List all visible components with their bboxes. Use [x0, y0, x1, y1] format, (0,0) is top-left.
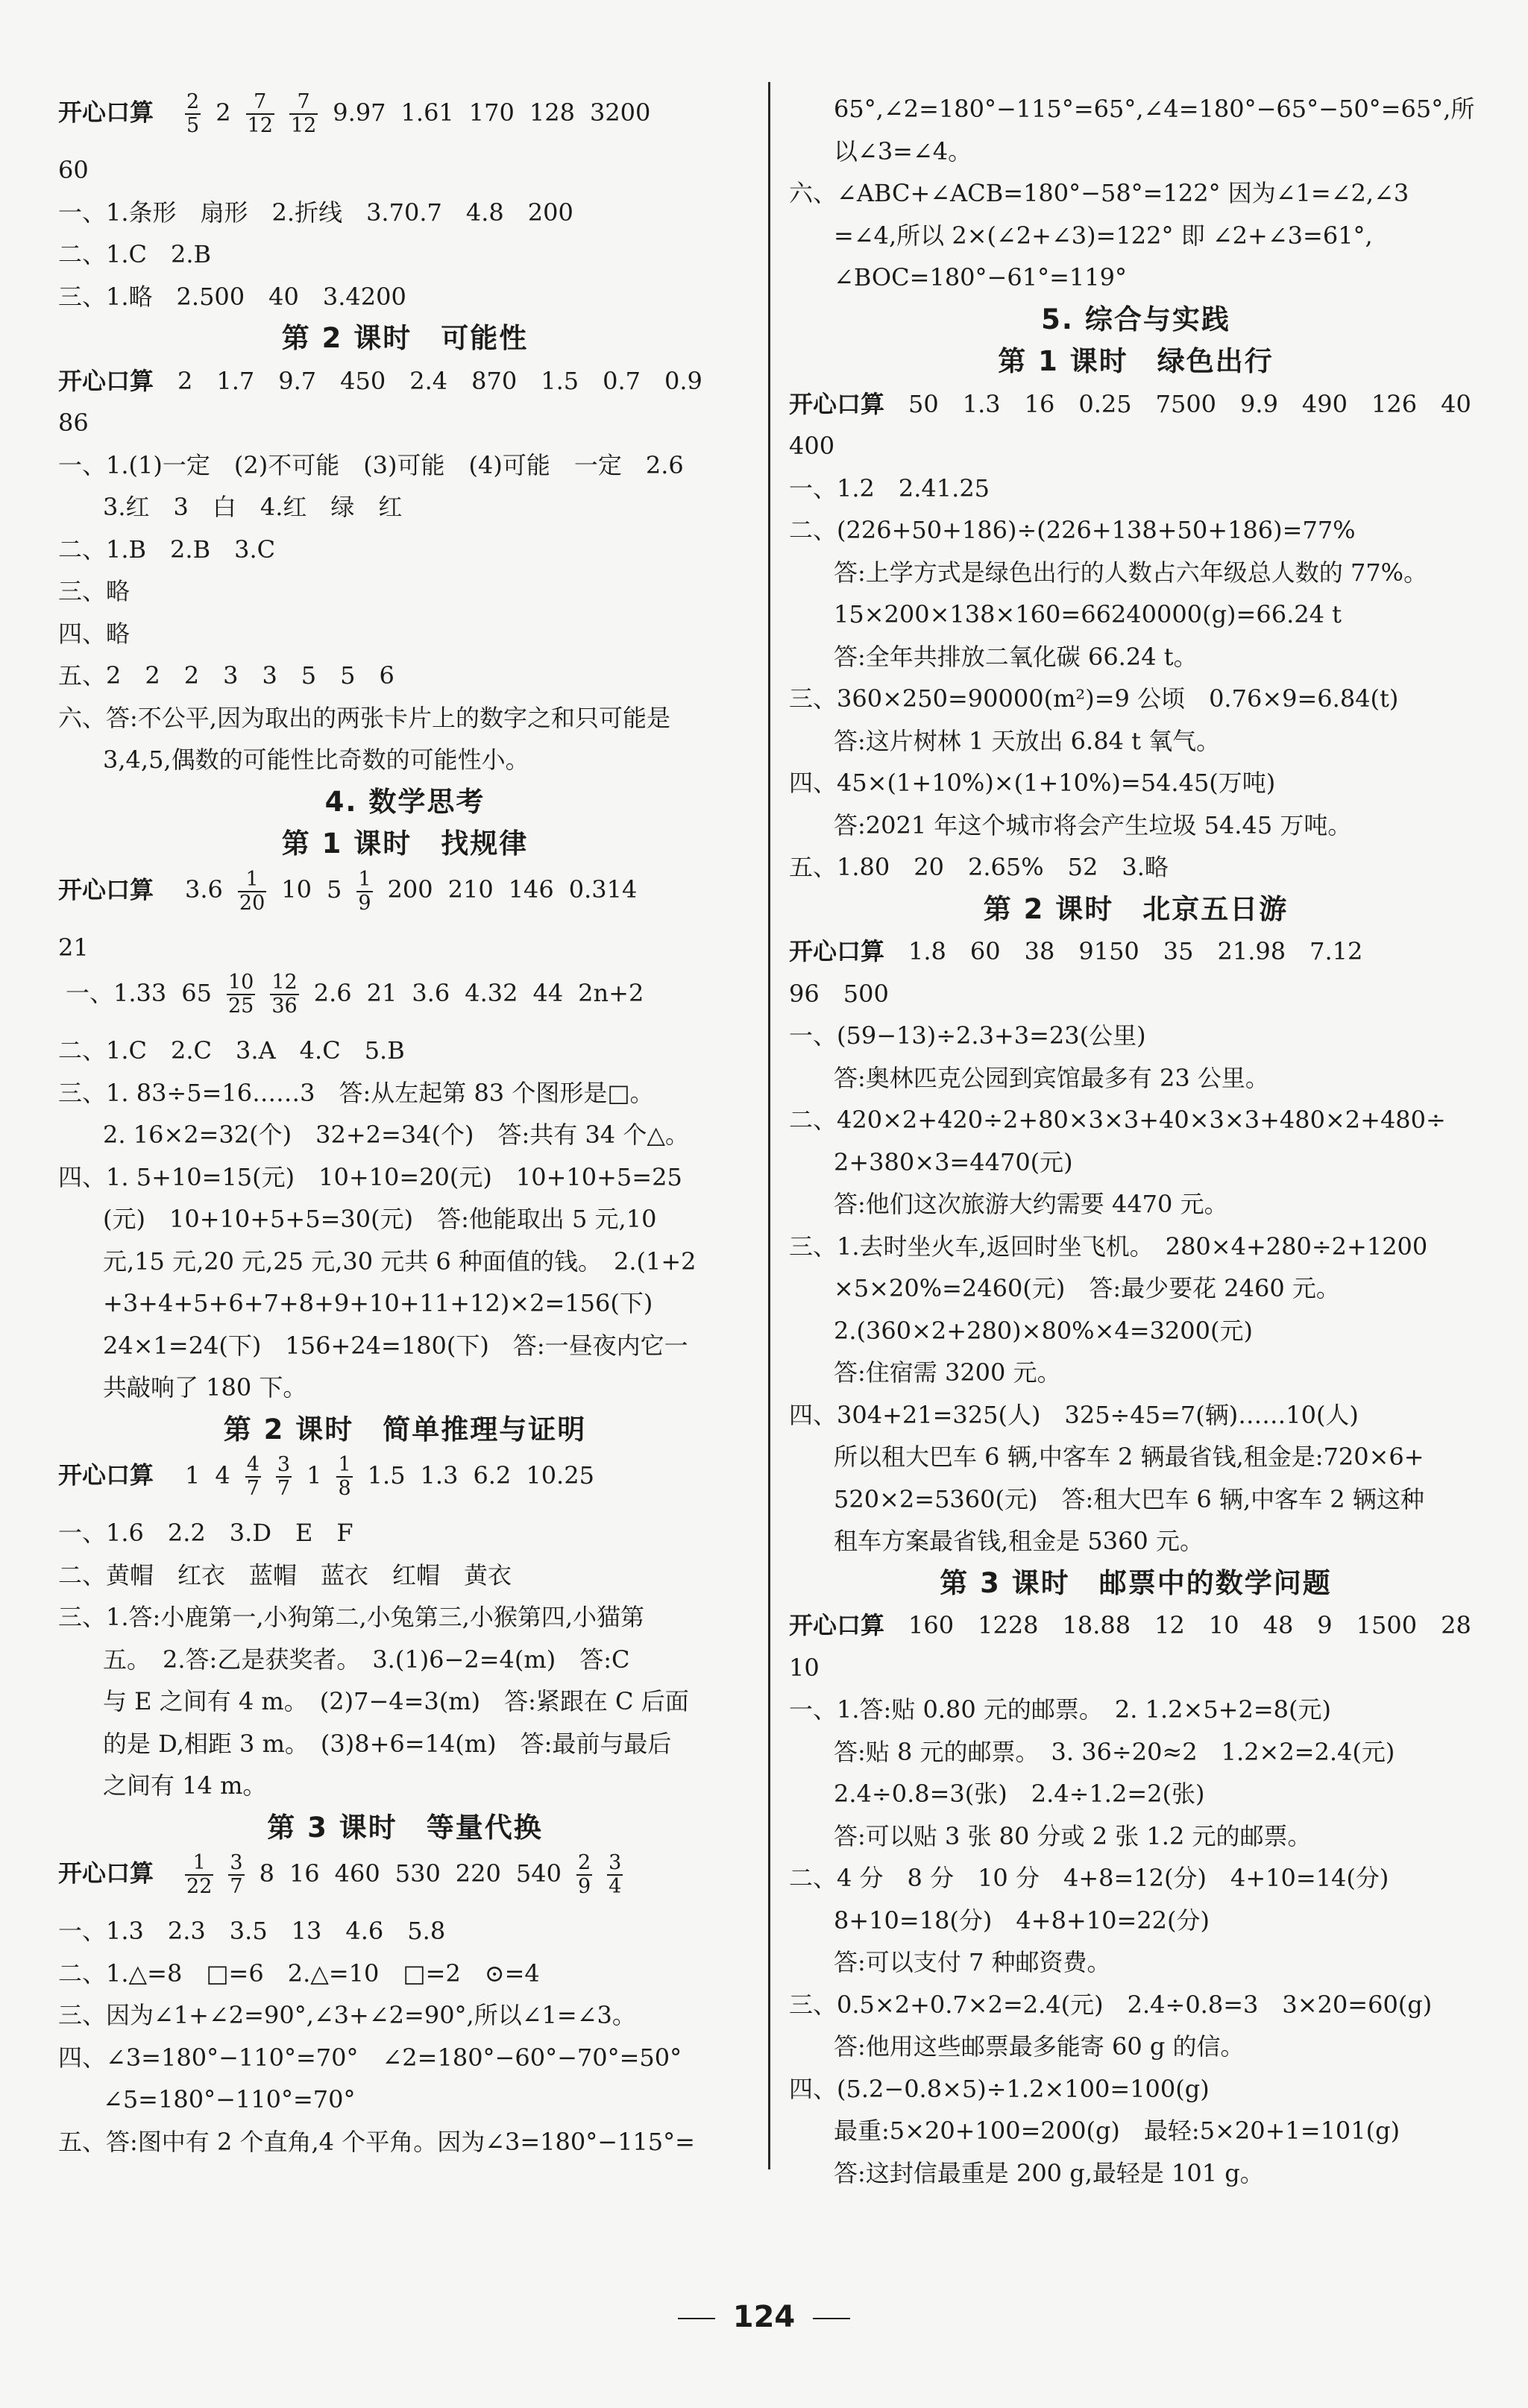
- answer-line: [789, 172, 1483, 215]
- answer-line: [789, 1226, 1483, 1268]
- line-text: 21: [58, 933, 89, 962]
- answer-line: [789, 1857, 1483, 1900]
- line-text: 3,4,5,偶数的可能性比奇数的可能性小。: [103, 746, 529, 774]
- line-text: 所以租大巴车 6 辆,中客车 2 辆最省钱,租金是:720×6+: [834, 1443, 1424, 1471]
- line-text: ∠5=180°−110°=70°: [103, 2085, 356, 2114]
- fraction: [185, 91, 201, 137]
- line-text: 24×1=24(下) 156+24=180(下) 答:一昼夜内它一: [103, 1331, 688, 1360]
- answer-line: [789, 1815, 1483, 1858]
- line-text: 六、答:不公平,因为取出的两张卡片上的数字之和只可能是: [58, 703, 670, 732]
- answer-line: [789, 1310, 1483, 1352]
- line-text: 2 1.7 9.7 450 2.4 870 1.5 0.7 0.9: [177, 366, 702, 395]
- answer-value: 1: [185, 1460, 201, 1490]
- answer-line: [58, 1114, 752, 1156]
- section-heading: 第 1 课时 绿色出行: [998, 345, 1274, 377]
- answer-line: [789, 1015, 1483, 1057]
- fraction: [238, 869, 266, 915]
- answer-line: [58, 739, 752, 781]
- answer-line: [58, 529, 752, 571]
- answer-line: [789, 1352, 1483, 1394]
- answer-line: [789, 130, 1483, 173]
- fraction: [227, 971, 255, 1018]
- line-text: 答:住宿需 3200 元。: [834, 1358, 1061, 1387]
- line-text: 答:上学方式是绿色出行的人数占六年级总人数的 77%。: [834, 558, 1428, 587]
- line-text: 2.4÷0.8=3(张) 2.4÷1.2=2(张): [834, 1780, 1205, 1808]
- answer-line: [58, 233, 752, 276]
- answer-line: [58, 444, 752, 487]
- answer-line: [58, 1952, 752, 1995]
- answer-line: [789, 215, 1483, 257]
- answer-value: 146: [508, 875, 554, 904]
- line-text: 8+10=18(分) 4+8+10=22(分): [834, 1906, 1210, 1935]
- line-text: 三、1.答:小鹿第一,小狗第二,小兔第三,小猴第四,小猫第: [58, 1603, 645, 1631]
- line-text: 二、1.C 2.B: [58, 240, 212, 268]
- line-text: 答:他用这些邮票最多能寄 60 g 的信。: [834, 2032, 1245, 2061]
- answer-value: 3.6: [412, 978, 450, 1007]
- answer-line: [789, 720, 1483, 763]
- answer-line: [58, 697, 752, 740]
- answer-line: [58, 1680, 752, 1723]
- line-text: 五、答:图中有 2 个直角,4 个平角。因为∠3=180°−115°=: [58, 2127, 695, 2156]
- line-text: 答:他们这次旅游大约需要 4470 元。: [834, 1190, 1228, 1218]
- answer-line: [58, 1910, 752, 1952]
- fraction-numerator: 1: [185, 1852, 213, 1876]
- answer-line: [789, 467, 1483, 510]
- fraction-numerator: 1: [358, 867, 371, 891]
- line-text: 六、∠ABC+∠ACB=180°−58°=122° 因为∠1=∠2,∠3: [789, 179, 1409, 207]
- line-text: 二、黄帽 红衣 蓝帽 蓝衣 红帽 黄衣: [58, 1560, 512, 1589]
- answer-line: [789, 1900, 1483, 1942]
- answer-line: [58, 968, 752, 1030]
- line-text: 2+380×3=4470(元): [834, 1147, 1073, 1176]
- line-text: (元) 10+10+5+5=30(元) 答:他能取出 5 元,10: [103, 1205, 657, 1233]
- line-text: 三、0.5×2+0.7×2=2.4(元) 2.4÷0.8=3 3×20=60(g): [789, 1990, 1433, 2019]
- line-text: 二、1.△=8 □=6 2.△=10 □=2 ⊙=4: [58, 1958, 540, 1988]
- fraction-numerator: 10: [227, 971, 254, 994]
- answer-value: 8: [259, 1859, 274, 1888]
- answer-line: [789, 1099, 1483, 1141]
- answer-line: [58, 88, 752, 149]
- fraction: [246, 91, 274, 137]
- answer-line: [58, 360, 752, 403]
- answer-value: 210: [447, 875, 494, 904]
- line-label: 开心口算: [58, 1859, 178, 1888]
- answer-line: [789, 552, 1483, 594]
- fraction-numerator: 3: [609, 1851, 622, 1874]
- answer-line: [789, 1520, 1483, 1563]
- answer-line: [789, 256, 1483, 299]
- answer-line: [58, 866, 752, 927]
- answer-line: [58, 1451, 752, 1512]
- answer-value: 10: [281, 875, 312, 904]
- line-text: 一、1.条形 扇形 2.折线 3.70.7 4.8 200: [58, 198, 573, 227]
- line-text: 50 1.3 16 0.25 7500 9.9 490 126 40: [908, 389, 1471, 418]
- fraction-denominator: 7: [246, 1477, 260, 1500]
- line-text: 三、1.略 2.500 40 3.4200: [58, 282, 406, 311]
- fraction-denominator: 36: [271, 995, 298, 1018]
- answer-line: [789, 383, 1483, 426]
- answer-value: 2n+2: [578, 978, 644, 1007]
- line-text: 3.红 3 白 4.红 绿 红: [103, 493, 403, 521]
- answer-line: [789, 2152, 1483, 2195]
- answer-line: [58, 1723, 752, 1765]
- line-text: 一、1.3 2.3 3.5 13 4.6 5.8: [58, 1917, 446, 1945]
- answer-line: [789, 678, 1483, 720]
- line-text: 二、4 分 8 分 10 分 4+8=12(分) 4+10=14(分): [789, 1864, 1389, 1892]
- answer-line: [789, 1773, 1483, 1815]
- line-text: 二、420×2+420÷2+80×3×3+40×3×3+480×2+480÷: [789, 1106, 1446, 1134]
- line-text: 二、1.C 2.C 3.A 4.C 5.B: [58, 1036, 405, 1065]
- line-text: 二、(226+50+186)÷(226+138+50+186)=77%: [789, 516, 1356, 544]
- answer-line: [789, 1141, 1483, 1184]
- answer-line: [789, 88, 1483, 130]
- answer-value: 21: [366, 978, 397, 1007]
- line-text: 三、略: [58, 577, 131, 605]
- answer-line: [58, 1072, 752, 1115]
- line-text: 答:奥林匹克公园到宾馆最多有 23 公里。: [834, 1063, 1269, 1092]
- line-text: 四、∠3=180°−110°=70° ∠2=180°−60°−70°=50°: [58, 2043, 682, 2072]
- fraction-numerator: 3: [230, 1851, 243, 1874]
- answer-line: [789, 1689, 1483, 1731]
- answer-line: [58, 2121, 752, 2163]
- answer-value: 220: [455, 1859, 501, 1888]
- answer-line: [789, 804, 1483, 847]
- fraction-denominator: 9: [577, 1875, 591, 1898]
- line-text: 一、1.2 2.41.25: [789, 473, 990, 502]
- answer-line: [58, 2037, 752, 2079]
- section-heading: 第 2 课时 简单推理与证明: [223, 1413, 587, 1446]
- answer-line: [58, 1241, 752, 1283]
- section-heading: 第 1 课时 找规律: [281, 828, 529, 860]
- line-text: 最重:5×20+100=200(g) 最轻:5×20+1=101(g): [834, 2117, 1400, 2145]
- fraction-denominator: 9: [358, 891, 371, 915]
- line-text: 1.8 60 38 9150 35 21.98 7.12: [908, 937, 1363, 965]
- fraction-numerator: 12: [271, 971, 298, 994]
- answer-line: [789, 1267, 1483, 1310]
- right-column: [789, 88, 1483, 2194]
- answer-line: [58, 1994, 752, 2037]
- line-text: 之间有 14 m。: [103, 1771, 267, 1800]
- fraction: [276, 1454, 292, 1500]
- answer-line: [58, 149, 752, 192]
- fraction-denominator: 7: [230, 1875, 243, 1898]
- fraction: [228, 1852, 244, 1898]
- fraction-numerator: 2: [577, 1851, 591, 1874]
- fraction: [270, 971, 298, 1018]
- answer-line: [58, 1639, 752, 1681]
- fraction-numerator: 1: [238, 869, 266, 892]
- line-text: 四、略: [58, 619, 131, 648]
- line-text: +3+4+5+6+7+8+9+10+11+12)×2=156(下): [103, 1289, 653, 1317]
- answer-line: [58, 1198, 752, 1241]
- line-text: 元,15 元,20 元,25 元,30 元共 6 种面值的钱。 2.(1+2: [103, 1246, 697, 1276]
- answer-line: [58, 655, 752, 697]
- fraction: [576, 1852, 592, 1898]
- answer-value: 1.61: [400, 98, 454, 127]
- fraction: [356, 869, 372, 915]
- answer-line: [58, 276, 752, 318]
- fraction: [607, 1852, 623, 1898]
- answer-line: [789, 425, 1483, 467]
- line-text: 一、1.(1)一定 (2)不可能 (3)可能 (4)可能 一定 2.6: [58, 450, 684, 479]
- answer-value: 10.25: [526, 1460, 594, 1490]
- fraction: [245, 1454, 261, 1500]
- section-heading: 第 3 课时 邮票中的数学问题: [940, 1566, 1332, 1599]
- fraction-numerator: 3: [277, 1453, 291, 1476]
- answer-value: 44: [532, 978, 564, 1007]
- answer-line: [789, 1183, 1483, 1226]
- line-text: 65°,∠2=180°−115°=65°,∠4=180°−65°−50°=65°,所: [834, 95, 1475, 123]
- answer-line: [789, 636, 1483, 678]
- line-text: 10: [789, 1653, 820, 1682]
- answer-line: [58, 570, 752, 613]
- line-text: 答:可以贴 3 张 80 分或 2 张 1.2 元的邮票。: [834, 1821, 1312, 1850]
- answer-line: [58, 2078, 752, 2121]
- left-column: [58, 88, 752, 2163]
- answer-line: [58, 1849, 752, 1910]
- answer-value: 6.2: [473, 1460, 512, 1490]
- line-text: 四、304+21=325(人) 325÷45=7(辆)……10(人): [789, 1400, 1359, 1429]
- answer-value: 2: [216, 98, 231, 127]
- answer-value: 3200: [589, 98, 651, 127]
- answer-line: [789, 509, 1483, 552]
- answer-value: 1.5: [367, 1460, 406, 1490]
- answer-value: 540: [515, 1859, 562, 1888]
- answer-line: [789, 1436, 1483, 1478]
- answer-line: [789, 2110, 1483, 2152]
- fraction: [336, 1454, 352, 1500]
- fraction-denominator: 22: [186, 1875, 213, 1898]
- line-text: 60: [58, 156, 89, 184]
- answer-line: [789, 1057, 1483, 1100]
- line-text: 答:贴 8 元的邮票。 3. 36÷20≈2 1.2×2=2.4(元): [834, 1737, 1395, 1766]
- answer-line: [58, 1512, 752, 1554]
- answer-line: [58, 1554, 752, 1597]
- fraction-numerator: 7: [246, 91, 274, 115]
- line-label: 开心口算: [789, 1611, 909, 1639]
- line-label: 开心口算: [789, 937, 909, 965]
- answer-line: [58, 402, 752, 444]
- line-text: 答:这封信最重是 200 g,最轻是 101 g。: [834, 2158, 1264, 2187]
- answer-value: 16: [289, 1859, 320, 1888]
- line-text: 共敲响了 180 下。: [103, 1373, 307, 1402]
- answer-value: 3.6: [185, 875, 223, 904]
- answer-value: 200: [387, 875, 433, 904]
- answer-line: [58, 927, 752, 969]
- line-text: 96 500: [789, 979, 889, 1008]
- fraction-denominator: 25: [227, 995, 254, 1018]
- fraction-numerator: 4: [246, 1453, 260, 1476]
- answer-value: 9.97: [333, 98, 386, 127]
- line-text: 五、2 2 2 3 3 5 5 6: [58, 661, 394, 690]
- line-text: 四、(5.2−0.8×5)÷1.2×100=100(g): [789, 2074, 1210, 2103]
- line-text: 与 E 之间有 4 m。 (2)7−4=3(m) 答:紧跟在 C 后面: [103, 1687, 689, 1715]
- line-label: 开心口算: [58, 98, 178, 127]
- answer-line: [58, 1282, 752, 1325]
- answer-line: [789, 762, 1483, 804]
- line-text: 答:可以支付 7 种邮资费。: [834, 1948, 1111, 1976]
- answer-line: [58, 1367, 752, 1409]
- fraction-numerator: 7: [289, 91, 318, 115]
- line-text: 2.(360×2+280)×80%×4=3200(元): [834, 1316, 1253, 1345]
- line-label: 开心口算: [58, 1460, 178, 1490]
- answer-line: [789, 1647, 1483, 1689]
- answer-line: [58, 192, 752, 234]
- section-heading: 第 2 课时 北京五日游: [983, 892, 1289, 925]
- section-heading: 4. 数学思考: [324, 785, 485, 818]
- answer-value: 4.32: [465, 978, 518, 1007]
- fraction-denominator: 12: [247, 114, 273, 137]
- fraction-denominator: 7: [277, 1477, 291, 1500]
- line-text: 三、360×250=90000(m²)=9 公顷 0.76×9=6.84(t): [789, 684, 1399, 713]
- fraction-denominator: 8: [338, 1477, 351, 1500]
- answer-value: 170: [468, 98, 515, 127]
- answer-line: [58, 486, 752, 529]
- answer-value: 4: [215, 1460, 230, 1490]
- fraction: [185, 1852, 213, 1898]
- line-text: 四、1. 5+10=15(元) 10+10=20(元) 10+10+5=25: [58, 1162, 682, 1191]
- line-text: 租车方案最省钱,租金是 5360 元。: [834, 1527, 1204, 1555]
- line-label: 开心口算: [58, 875, 178, 904]
- answer-value: 65: [181, 978, 212, 1007]
- answer-line: [789, 1394, 1483, 1437]
- section-heading: 第 2 课时 可能性: [281, 322, 529, 354]
- page-number: 124: [0, 2300, 1528, 2334]
- answer-line: [789, 973, 1483, 1015]
- line-text: 三、1. 83÷5=16……3 答:从左起第 83 个图形是□。: [58, 1078, 654, 1107]
- answer-line: [58, 1156, 752, 1199]
- section-heading: 5. 综合与实践: [1041, 303, 1230, 335]
- answer-value: 0.314: [568, 875, 638, 904]
- answer-line: [789, 2026, 1483, 2068]
- answer-value: 1.3: [420, 1460, 459, 1490]
- line-text: 的是 D,相距 3 m。 (3)8+6=14(m) 答:最前与最后: [103, 1729, 672, 1758]
- answer-value: 5: [326, 875, 342, 904]
- line-text: =∠4,所以 2×(∠2+∠3)=122° 即 ∠2+∠3=61°,: [834, 221, 1373, 250]
- line-label: 开心口算: [789, 389, 909, 418]
- answer-line: [789, 1604, 1483, 1647]
- fraction-denominator: 20: [239, 891, 265, 915]
- answer-line: [789, 846, 1483, 889]
- answer-value: 460: [334, 1859, 380, 1888]
- fraction-denominator: 12: [290, 114, 317, 137]
- line-text: 四、45×(1+10%)×(1+10%)=54.45(万吨): [789, 769, 1276, 797]
- answer-line: [789, 593, 1483, 636]
- line-text: 答:这片树林 1 天放出 6.84 t 氧气。: [834, 726, 1221, 755]
- line-text: 五、1.80 20 2.65% 52 3.略: [789, 853, 1169, 881]
- section-heading: 第 3 课时 等量代换: [267, 1811, 543, 1844]
- answer-line: [58, 1765, 752, 1807]
- answer-value: 530: [394, 1859, 441, 1888]
- answer-line: [58, 1030, 752, 1072]
- fraction-numerator: 1: [338, 1453, 351, 1476]
- line-label: 开心口算: [58, 366, 178, 395]
- answer-line: [789, 1941, 1483, 1984]
- line-text: 400: [789, 432, 835, 460]
- answer-line: [58, 1325, 752, 1367]
- line-text: 一、1.答:贴 0.80 元的邮票。 2. 1.2×5+2=8(元): [789, 1695, 1331, 1724]
- line-text: 二、1.B 2.B 3.C: [58, 535, 276, 564]
- fraction-numerator: 2: [186, 90, 200, 113]
- line-text: 以∠3=∠4。: [834, 136, 972, 166]
- column-divider: [768, 82, 770, 2169]
- line-text: 一、(59−13)÷2.3+3=23(公里): [789, 1021, 1146, 1050]
- answer-line: [789, 1731, 1483, 1774]
- line-text: 2. 16×2=32(个) 32+2=34(个) 答:共有 34 个△。: [103, 1121, 689, 1149]
- answer-line: [789, 1984, 1483, 2026]
- line-text: 五。 2.答:乙是获奖者。 3.(1)6−2=4(m) 答:C: [103, 1645, 630, 1674]
- answer-line: [58, 613, 752, 655]
- fraction: [289, 91, 318, 137]
- answer-value: 一、1.33: [66, 978, 167, 1007]
- line-text: 160 1228 18.88 12 10 48 9 1500 28: [908, 1611, 1471, 1639]
- answer-line: [789, 2068, 1483, 2111]
- answer-line: [789, 930, 1483, 973]
- answer-value: 128: [529, 98, 575, 127]
- answer-value: 1: [306, 1460, 322, 1490]
- fraction-denominator: 4: [609, 1875, 622, 1898]
- line-text: 一、1.6 2.2 3.D E F: [58, 1519, 353, 1547]
- fraction-denominator: 5: [186, 114, 200, 137]
- line-text: ×5×20%=2460(元) 答:最少要花 2460 元。: [834, 1274, 1340, 1302]
- line-text: 答:全年共排放二氧化碳 66.24 t。: [834, 642, 1198, 671]
- line-text: 三、因为∠1+∠2=90°,∠3+∠2=90°,所以∠1=∠3。: [58, 2001, 636, 2029]
- answer-line: [789, 1478, 1483, 1521]
- answer-line: [58, 1596, 752, 1639]
- line-text: 86: [58, 409, 89, 437]
- line-text: 三、1.去时坐火车,返回时坐飞机。 280×4+280÷2+1200: [789, 1232, 1428, 1261]
- line-text: 答:2021 年这个城市将会产生垃圾 54.45 万吨。: [834, 810, 1352, 839]
- line-text: ∠BOC=180°−61°=119°: [834, 263, 1127, 291]
- line-text: 15×200×138×160=66240000(g)=66.24 t: [834, 600, 1342, 628]
- answer-value: 2.6: [313, 978, 352, 1007]
- line-text: 520×2=5360(元) 答:租大巴车 6 辆,中客车 2 辆这种: [834, 1484, 1424, 1513]
